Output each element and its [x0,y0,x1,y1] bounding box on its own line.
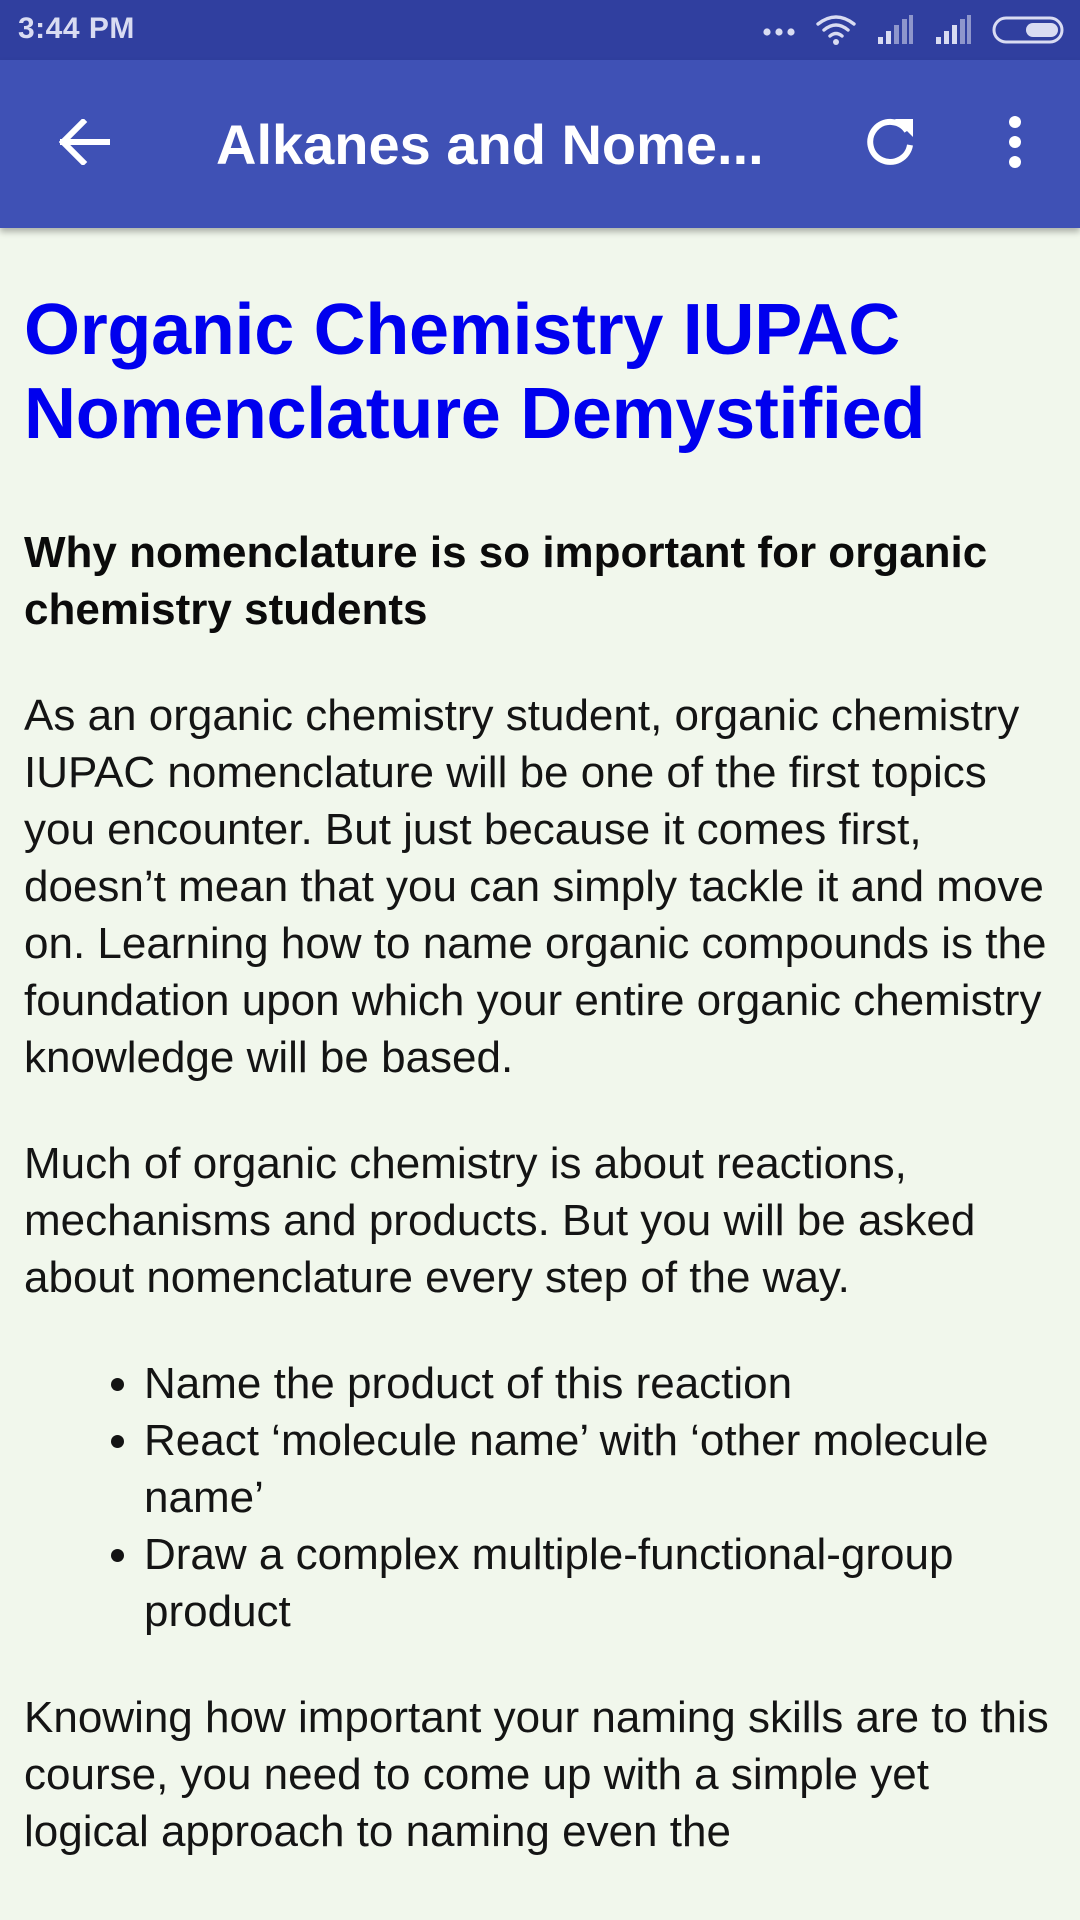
article-subtitle: Why nomenclature is so important for organic chemistry students [24,528,988,634]
more-vertical-icon [1007,116,1023,173]
status-icons [762,12,1066,48]
more-dots-icon [762,24,796,36]
arrow-left-icon [59,119,111,170]
article-title: Organic Chemistry IUPAC Nomenclature Demystified [24,290,926,454]
refresh-button[interactable] [845,104,935,184]
refresh-icon [863,115,917,174]
bullet-list [24,1355,1056,1640]
signal-icon [876,15,914,45]
paragraph: Much of organic chemistry is about reactions, mechanisms and products. But you will be asked about nomenclature every step of the way. [24,1139,976,1302]
status-bar [0,0,1080,60]
page-title: Alkanes and Nome... [216,113,764,176]
wifi-icon [816,14,856,46]
paragraph: Knowing how important your naming skills are to this course, you need to come up with a simple yet logical approach to naming even the [24,1693,1049,1856]
battery-icon [992,15,1066,45]
status-time: 3:44 PM [18,12,135,45]
signal-icon [934,15,972,45]
article-content[interactable] [0,228,1080,1920]
app-bar [0,60,1080,228]
list-item: • Draw a complex multiple-functional-group product [144,1526,1056,1640]
paragraph: As an organic chemistry student, organic chemistry IUPAC nomenclature will be one of the first topics you encounter. But just because it comes first, doesn’t mean that you can simply tackle it and move on. Learning how to name organic compounds is the foundation upon which your entire organic chemistry knowledge will be based. [24,691,1047,1082]
list-item: • React ‘molecule name’ with ‘other molecule name’ [144,1412,1056,1526]
list-item: • Name the product of this reaction [144,1355,1056,1412]
back-button[interactable] [40,104,130,184]
more-options-button[interactable] [980,104,1050,184]
